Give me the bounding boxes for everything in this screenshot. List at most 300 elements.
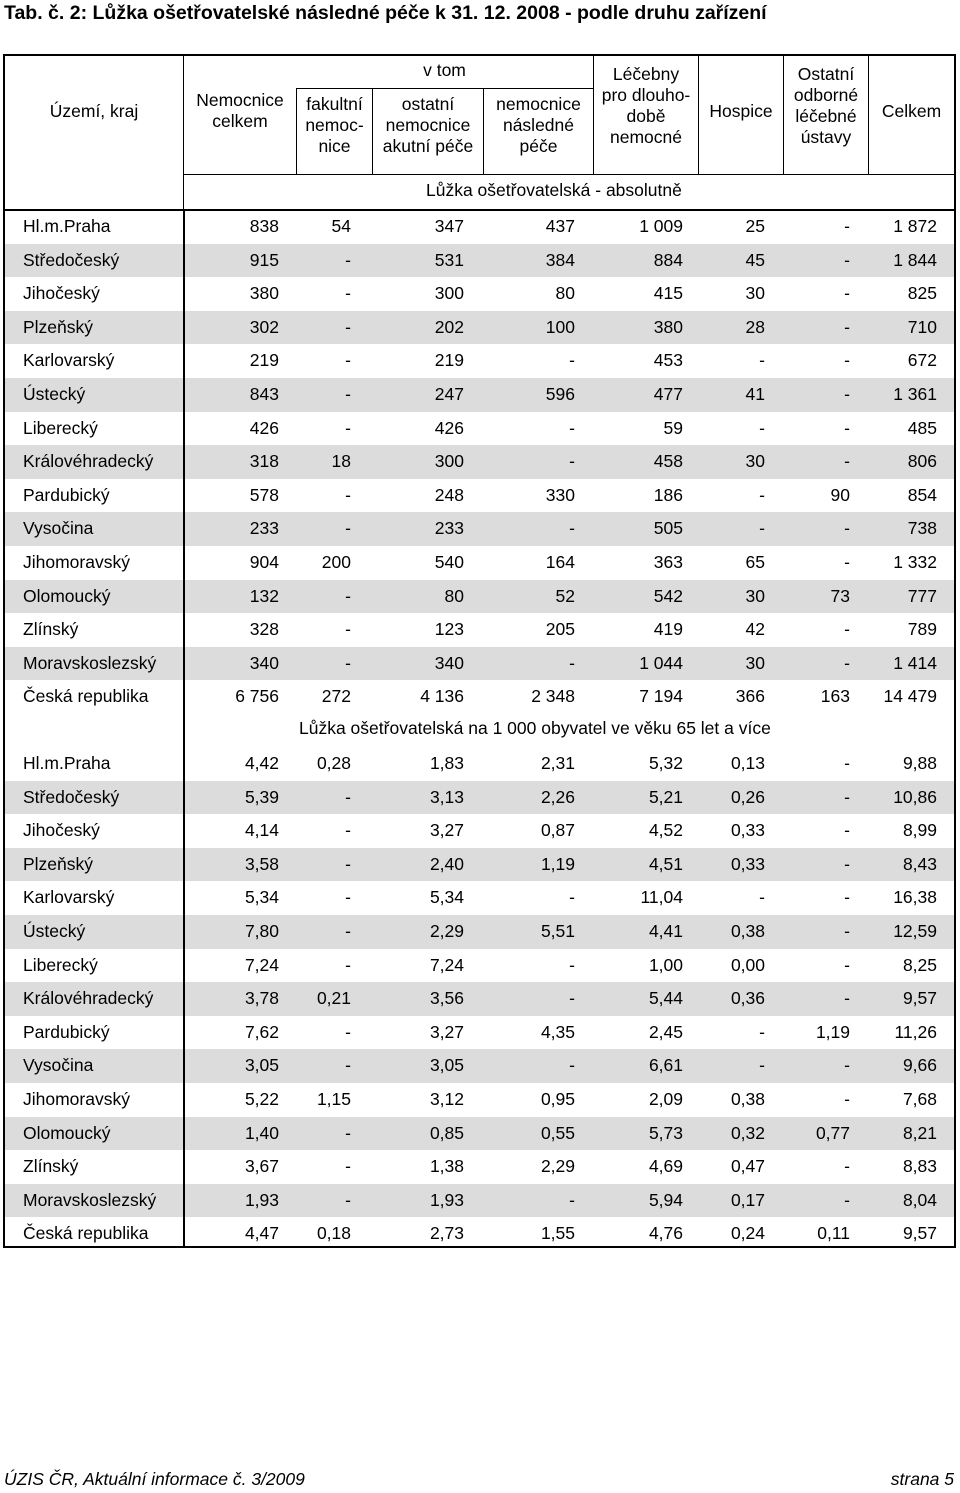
table-cell: 18 [331, 451, 351, 472]
table-cell: 477 [653, 384, 683, 404]
table-cell: 0,00 [730, 954, 765, 975]
table-cell: 7,24 [429, 954, 464, 975]
table-cell: 100 [545, 316, 575, 337]
table-cell: - [569, 954, 575, 975]
table-cell: 384 [545, 249, 575, 270]
table-cell: 6 756 [235, 686, 279, 707]
header-rule [296, 88, 593, 89]
table-row [5, 814, 954, 848]
row-region-name: Pardubický [23, 484, 110, 505]
table-cell: 789 [907, 619, 937, 640]
row-region-name: Plzeňský [23, 853, 94, 874]
table-cell: 380 [653, 316, 683, 337]
table-row [5, 982, 954, 1016]
table-cell: 5,22 [244, 1089, 279, 1109]
col-header-followup: nemocnice následné péče [496, 94, 581, 156]
table-cell: 419 [653, 619, 683, 640]
table-cell: 52 [555, 585, 575, 606]
table-cell: 9,88 [902, 753, 937, 773]
table-row [5, 378, 954, 412]
column-separator [183, 209, 185, 1248]
table-row [5, 244, 954, 278]
table-cell: 219 [434, 350, 464, 371]
table-cell: 5,51 [540, 921, 575, 941]
table-cell: 30 [745, 652, 765, 673]
table-cell: - [844, 1156, 850, 1177]
table-cell: - [569, 887, 575, 908]
table-cell: - [759, 484, 765, 505]
table-cell: - [345, 887, 351, 908]
table-cell: - [844, 384, 850, 404]
table-cell: 5,73 [648, 1122, 683, 1143]
table-cell: 7,68 [902, 1089, 937, 1109]
table-cell: 12,59 [893, 921, 937, 941]
row-region-name: Jihočeský [23, 283, 100, 304]
table-cell: 186 [653, 484, 683, 505]
table-cell: 90 [830, 484, 850, 505]
table-cell: 11,04 [640, 887, 683, 908]
table-cell: 0,38 [730, 1089, 765, 1109]
table-cell: - [345, 786, 351, 807]
table-cell: 915 [249, 249, 279, 270]
table-cell: 0,47 [730, 1156, 765, 1177]
table-cell: 219 [249, 350, 279, 371]
table-row [5, 479, 954, 513]
row-region-name: Královéhradecký [23, 988, 154, 1009]
table-row [5, 949, 954, 983]
table-cell: 0,11 [817, 1223, 850, 1244]
table-cell: - [844, 1189, 850, 1210]
table-cell: - [844, 1055, 850, 1076]
table-cell: 3,05 [429, 1055, 464, 1076]
table-cell: 3,58 [244, 853, 279, 874]
table-cell: 3,27 [429, 1021, 464, 1042]
row-region-name: Česká republika [23, 686, 149, 707]
table-cell: 426 [434, 417, 464, 438]
row-region-name: Středočeský [23, 786, 120, 807]
table-cell: 8,99 [902, 820, 937, 841]
table-cell: 28 [745, 316, 765, 337]
table-cell: 1,19 [540, 853, 575, 874]
table-cell: 8,43 [902, 853, 937, 874]
row-region-name: Jihomoravský [23, 552, 130, 572]
table-cell: 0,26 [730, 786, 765, 807]
table-cell: - [844, 283, 850, 304]
table-cell: 80 [555, 283, 575, 304]
table-cell: - [345, 921, 351, 941]
table-row [5, 1049, 954, 1083]
table-cell: - [759, 518, 765, 539]
table-cell: - [844, 753, 850, 773]
table-cell: 505 [653, 518, 683, 539]
table-cell: - [345, 249, 351, 270]
table-cell: 1,38 [429, 1156, 464, 1177]
row-region-name: Karlovarský [23, 350, 115, 371]
table-cell: 453 [653, 350, 683, 371]
table-cell: 7 194 [639, 686, 683, 707]
table-cell: - [844, 988, 850, 1009]
table-cell: - [569, 988, 575, 1009]
table-cell: 1,93 [429, 1189, 464, 1210]
table-row [5, 680, 954, 714]
col-header-other-institutions: Ostatní odborné léčebné ústavy [793, 64, 859, 147]
table-cell: - [345, 417, 351, 438]
table-cell: 330 [545, 484, 575, 505]
table-row [5, 1016, 954, 1050]
table-cell: 247 [434, 384, 464, 404]
table-cell: 233 [434, 518, 464, 539]
table-cell: 8,21 [902, 1122, 937, 1143]
table-cell: - [345, 350, 351, 371]
table-cell: - [345, 853, 351, 874]
table-cell: 884 [653, 249, 683, 270]
table-cell: 123 [434, 619, 464, 640]
table-cell: - [844, 350, 850, 371]
table-cell: 437 [545, 216, 575, 236]
table-cell: 0,33 [730, 820, 765, 841]
table-cell: 340 [249, 652, 279, 673]
table-cell: 25 [745, 216, 765, 236]
footer-source: ÚZIS ČR, Aktuální informace č. 3/2009 [4, 1469, 305, 1489]
table-cell: 2 348 [531, 686, 575, 707]
table-cell: 163 [820, 686, 850, 707]
table-cell: 825 [907, 283, 937, 304]
table-cell: 1,19 [815, 1021, 850, 1042]
table-row [5, 580, 954, 614]
row-region-name: Ústecký [23, 921, 86, 941]
table-cell: 0,24 [730, 1223, 765, 1244]
table-cell: - [345, 619, 351, 640]
table-row [5, 1150, 954, 1184]
table-row [5, 781, 954, 815]
row-region-name: Hl.m.Praha [23, 753, 111, 773]
table-row [5, 1184, 954, 1218]
table-cell: 164 [545, 552, 575, 572]
table-cell: 30 [745, 451, 765, 472]
row-region-name: Jihomoravský [23, 1089, 130, 1109]
table-cell: 1 361 [893, 384, 937, 404]
table-cell: 7,80 [244, 921, 279, 941]
table-cell: 318 [249, 451, 279, 472]
table-cell: - [345, 384, 351, 404]
col-header-hospice: Hospice [709, 101, 773, 121]
table-cell: 0,21 [316, 988, 351, 1009]
table-cell: 0,95 [540, 1089, 575, 1109]
row-region-name: Olomoucký [23, 585, 111, 606]
table-cell: 248 [434, 484, 464, 505]
table-cell: 0,17 [730, 1189, 765, 1210]
row-region-name: Vysočina [23, 518, 94, 539]
row-region-name: Moravskoslezský [23, 652, 157, 673]
table-cell: - [844, 853, 850, 874]
table-cell: - [844, 552, 850, 572]
table-cell: 8,83 [902, 1156, 937, 1177]
table-cell: 9,57 [902, 1223, 937, 1244]
row-region-name: Jihočeský [23, 820, 100, 841]
table-cell: 458 [653, 451, 683, 472]
table-cell: 1,83 [429, 753, 464, 773]
table-row [5, 412, 954, 446]
table-cell: 3,13 [429, 786, 464, 807]
table-cell: 0,36 [730, 988, 765, 1009]
table-cell: - [844, 216, 850, 236]
table-cell: 1,55 [540, 1223, 575, 1244]
table-cell: 5,21 [648, 786, 683, 807]
table-cell: 738 [907, 518, 937, 539]
table-row [5, 512, 954, 546]
table-cell: 16,38 [893, 887, 937, 908]
table-cell: 5,39 [244, 786, 279, 807]
table-cell: - [759, 887, 765, 908]
table-cell: - [345, 1156, 351, 1177]
table-cell: 5,44 [648, 988, 683, 1009]
table-cell: 14 479 [883, 686, 937, 707]
table-row [5, 1083, 954, 1117]
table-cell: - [844, 1089, 850, 1109]
table-cell: 10,86 [893, 786, 937, 807]
table-cell: 415 [653, 283, 683, 304]
table-cell: - [759, 1055, 765, 1076]
table-cell: 1,15 [316, 1089, 351, 1109]
table-cell: 45 [745, 249, 765, 270]
row-region-name: Královéhradecký [23, 451, 154, 472]
table-cell: - [844, 887, 850, 908]
table-cell: 8,25 [902, 954, 937, 975]
table-cell: 340 [434, 652, 464, 673]
col-header-hospitals-total: Nemocnice celkem [196, 90, 284, 131]
table-cell: 4 136 [420, 686, 464, 707]
table-cell: 1 044 [639, 652, 683, 673]
table-cell: 272 [321, 686, 351, 707]
table-cell: 4,51 [648, 853, 683, 874]
table-cell: - [844, 249, 850, 270]
table-cell: - [345, 652, 351, 673]
table-cell: - [844, 619, 850, 640]
table-cell: 0,85 [429, 1122, 464, 1143]
table-cell: - [345, 820, 351, 841]
row-region-name: Plzeňský [23, 316, 94, 337]
table-cell: 7,62 [244, 1021, 279, 1042]
row-region-name: Karlovarský [23, 887, 115, 908]
table-cell: 205 [545, 619, 575, 640]
table-cell: 0,77 [815, 1122, 850, 1143]
row-region-name: Pardubický [23, 1021, 110, 1042]
table-cell: - [345, 954, 351, 975]
table-cell: 4,14 [244, 820, 279, 841]
table-cell: 300 [434, 283, 464, 304]
table-cell: - [345, 283, 351, 304]
row-region-name: Česká republika [23, 1223, 149, 1244]
table-cell: 0,28 [316, 753, 351, 773]
table-cell: 2,31 [540, 753, 575, 773]
table-cell: 30 [745, 283, 765, 304]
table-cell: 904 [249, 552, 279, 572]
table-cell: 0,33 [730, 853, 765, 874]
col-header-territory: Území, kraj [49, 101, 139, 121]
table-cell: - [569, 518, 575, 539]
table-cell: 5,32 [648, 753, 683, 773]
table-cell: 2,45 [648, 1021, 683, 1042]
table-cell: 347 [434, 216, 464, 236]
table-cell: 73 [830, 585, 850, 606]
table-cell: 54 [331, 216, 351, 236]
table-cell: 5,34 [244, 887, 279, 908]
table-cell: 838 [249, 216, 279, 236]
table-cell: 380 [249, 283, 279, 304]
row-region-name: Moravskoslezský [23, 1189, 157, 1210]
table-cell: 5,34 [429, 887, 464, 908]
section-label-per1000: Lůžka ošetřovatelská na 1 000 obyvatel ve věku 65 let a více [299, 718, 771, 738]
table-cell: 0,38 [730, 921, 765, 941]
table-cell: 132 [249, 585, 279, 606]
table-cell: 2,73 [429, 1223, 464, 1244]
table-cell: 1 872 [893, 216, 937, 236]
table-cell: 4,52 [648, 820, 683, 841]
table-cell: 0,32 [730, 1122, 765, 1143]
table-cell: 202 [434, 316, 464, 337]
table-cell: 1,93 [244, 1189, 279, 1210]
table-cell: - [844, 954, 850, 975]
table-cell: 4,35 [540, 1021, 575, 1042]
table-cell: 485 [907, 417, 937, 438]
table-cell: 777 [907, 585, 937, 606]
col-header-other-acute: ostatní nemocnice akutní péče [382, 94, 474, 156]
table-cell: 65 [745, 552, 765, 572]
row-region-name: Olomoucký [23, 1122, 111, 1143]
table-cell: 1 009 [639, 216, 683, 236]
table-cell: 3,27 [429, 820, 464, 841]
table-cell: 9,66 [902, 1055, 937, 1076]
table-cell: 2,09 [648, 1089, 683, 1109]
table-cell: 4,41 [648, 921, 683, 941]
table-cell: 710 [907, 316, 937, 337]
table-cell: 2,29 [540, 1156, 575, 1177]
table-cell: 1 844 [893, 249, 937, 270]
table-cell: 5,94 [648, 1189, 683, 1210]
footer-page: strana 5 [890, 1469, 954, 1489]
table-cell: 11,26 [894, 1021, 937, 1042]
section-label-absolute: Lůžka ošetřovatelská - absolutně [426, 180, 682, 200]
table-cell: 596 [545, 384, 575, 404]
table-row [5, 277, 954, 311]
table-cell: 542 [653, 585, 683, 606]
table-cell: 0,18 [316, 1223, 351, 1244]
table-cell: 3,67 [244, 1156, 279, 1177]
table-cell: - [569, 652, 575, 673]
table-cell: 42 [745, 619, 765, 640]
table-cell: - [345, 518, 351, 539]
table-row [5, 210, 954, 244]
table-cell: 843 [249, 384, 279, 404]
table-cell: 2,26 [540, 786, 575, 807]
table-cell: 578 [249, 484, 279, 505]
table-cell: 531 [434, 249, 464, 270]
table-cell: 300 [434, 451, 464, 472]
row-region-name: Ústecký [23, 384, 86, 404]
table-row [5, 1217, 954, 1251]
table-cell: - [844, 451, 850, 472]
table-row [5, 546, 954, 580]
table-cell: 4,42 [244, 753, 279, 773]
table-cell: 2,40 [429, 853, 464, 874]
table-cell: - [844, 652, 850, 673]
table-cell: - [759, 350, 765, 371]
table-row [5, 311, 954, 345]
table-cell: 3,12 [429, 1089, 464, 1109]
col-header-long-term-care: Léčebny pro dlouho- době nemocné [601, 64, 691, 147]
table-cell: 1,40 [244, 1122, 279, 1143]
table-cell: - [569, 451, 575, 472]
table-cell: 0,87 [540, 820, 575, 841]
table-row [5, 445, 954, 479]
row-region-name: Liberecký [23, 954, 98, 975]
table-cell: 41 [745, 384, 765, 404]
header-rule [183, 174, 956, 175]
row-region-name: Středočeský [23, 249, 120, 270]
table-cell: 8,04 [902, 1189, 937, 1210]
table-cell: - [345, 1055, 351, 1076]
table-cell: 1,00 [648, 954, 683, 975]
table-cell: 1 414 [893, 652, 937, 673]
table-cell: 7,24 [244, 954, 279, 975]
table-cell: 3,05 [244, 1055, 279, 1076]
table-cell: 854 [907, 484, 937, 505]
table-cell: 4,47 [244, 1223, 279, 1244]
row-region-name: Zlínský [23, 1156, 79, 1177]
table-row [5, 747, 954, 781]
table-cell: 9,57 [902, 988, 937, 1009]
table-cell: 3,78 [244, 988, 279, 1009]
table-row [5, 915, 954, 949]
table-cell: 363 [653, 552, 683, 572]
table-cell: 672 [907, 350, 937, 371]
table-cell: - [345, 1122, 351, 1143]
col-header-total: Celkem [881, 101, 942, 121]
table-row [5, 848, 954, 882]
table-cell: 4,69 [648, 1156, 683, 1177]
table-cell: - [345, 316, 351, 337]
page-title: Tab. č. 2: Lůžka ošetřovatelské následné péče k 31. 12. 2008 - podle druhu zařízení [4, 2, 767, 24]
table-row [5, 647, 954, 681]
table-cell: 540 [434, 552, 464, 572]
table-row [5, 613, 954, 647]
table-cell: 200 [321, 552, 351, 572]
table-cell: - [759, 1021, 765, 1042]
table-cell: 80 [444, 585, 464, 606]
table-cell: 30 [745, 585, 765, 606]
table-cell: - [844, 417, 850, 438]
table-row [5, 1117, 954, 1151]
table-cell: 806 [907, 451, 937, 472]
row-region-name: Vysočina [23, 1055, 94, 1076]
row-region-name: Zlínský [23, 619, 79, 640]
table-cell: - [844, 786, 850, 807]
table-cell: - [569, 417, 575, 438]
table-cell: - [569, 1189, 575, 1210]
row-region-name: Liberecký [23, 417, 98, 438]
table-cell: - [569, 1055, 575, 1076]
table-cell: 426 [249, 417, 279, 438]
table-cell: 328 [249, 619, 279, 640]
table-cell: 0,55 [540, 1122, 575, 1143]
table-cell: - [345, 585, 351, 606]
table-cell: 0,13 [730, 753, 765, 773]
table-cell: - [844, 820, 850, 841]
table-cell: - [844, 921, 850, 941]
table-row [5, 344, 954, 378]
table-cell: 302 [249, 316, 279, 337]
row-region-name: Hl.m.Praha [23, 216, 111, 236]
